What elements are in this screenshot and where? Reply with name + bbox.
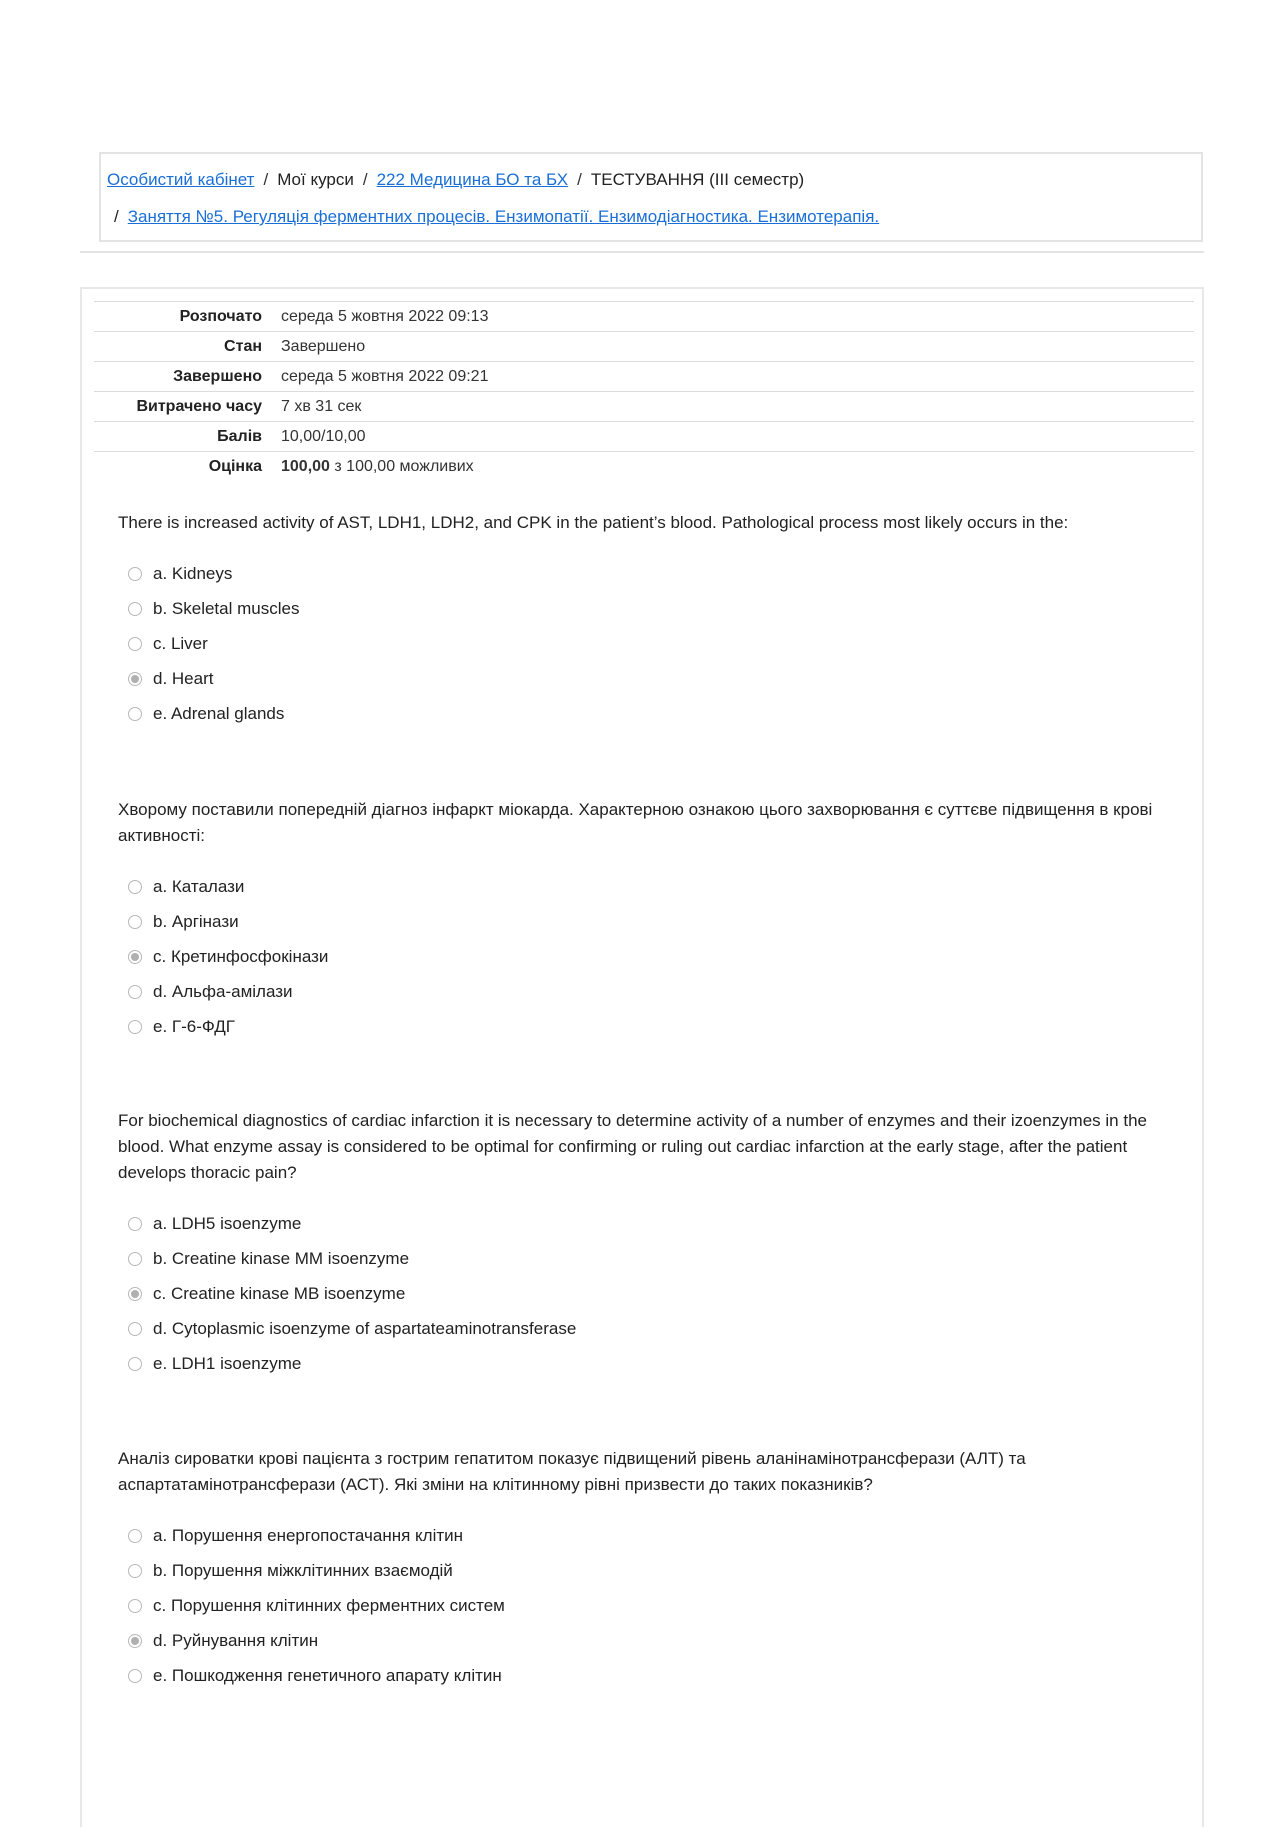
- answer-label: c. Кретинфосфокінази: [153, 946, 329, 966]
- radio-button[interactable]: [128, 1252, 142, 1266]
- radio-button[interactable]: [128, 1322, 142, 1336]
- answer-label: d. Cytoplasmic isoenzyme of aspartateaminotransferase: [153, 1318, 577, 1338]
- answer-option[interactable]: [118, 1623, 1178, 1658]
- breadcrumb-line-2: [114, 207, 879, 227]
- answer-option[interactable]: [118, 1658, 1178, 1693]
- radio-button[interactable]: [128, 1564, 142, 1578]
- answer-label: a. Порушення енергопостачання клітин: [153, 1525, 464, 1545]
- question-text: Аналіз сироватки крові пацієнта з гострим гепатитом показує підвищений рівень аланінамінотрансферази (АЛТ) та аспартатамінотрансферази (АСТ). Які зміни на клітинному рівні призвести до таких показників?: [118, 1449, 1026, 1494]
- radio-button[interactable]: [128, 915, 142, 929]
- answer-label: d. Руйнування клітин: [153, 1630, 319, 1650]
- answer-option[interactable]: [118, 1311, 1178, 1346]
- answer-option[interactable]: [118, 1553, 1178, 1588]
- radio-button[interactable]: [128, 1529, 142, 1543]
- radio-button-selected[interactable]: [128, 1634, 142, 1648]
- summary-value: Завершено: [281, 337, 366, 355]
- summary-row: [94, 332, 1194, 362]
- answer-option[interactable]: [118, 939, 1178, 974]
- radio-button[interactable]: [128, 1599, 142, 1613]
- summary-label: Стан: [224, 337, 262, 355]
- answer-option[interactable]: [118, 1241, 1178, 1276]
- breadcrumb: [99, 152, 1203, 242]
- attempt-summary-table: [94, 301, 1194, 482]
- radio-button[interactable]: [128, 985, 142, 999]
- question-text: Хворому поставили попередній діагноз інфаркт міокарда. Характерною ознакою цього захворювання є суттєве підвищення в крові активності:: [118, 800, 1153, 845]
- grade-value: [280, 452, 1194, 482]
- radio-button-selected[interactable]: [128, 672, 142, 686]
- answer-list: [118, 1206, 1178, 1381]
- answer-option[interactable]: [118, 661, 1178, 696]
- breadcrumb-line-1: [107, 170, 804, 190]
- summary-row-grade: [94, 452, 1194, 482]
- question-text: For biochemical diagnostics of cardiac infarction it is necessary to determine activity of a number of enzymes and their izoenzymes in the blood. What enzyme assay is considered to be optimal for confirming or ruling out cardiac infarction at the early stage, after the patient develops thoracic pain?: [118, 1111, 1147, 1182]
- radio-button[interactable]: [128, 1357, 142, 1371]
- answer-option[interactable]: [118, 1346, 1178, 1381]
- answer-option[interactable]: [118, 1206, 1178, 1241]
- summary-label: Витрачено часу: [136, 397, 262, 415]
- summary-value: середа 5 жовтня 2022 09:21: [281, 367, 489, 385]
- answer-label: a. Каталази: [153, 876, 245, 896]
- answer-label: b. Аргінази: [153, 911, 239, 931]
- breadcrumb-link-lesson[interactable]: Заняття №5. Регуляція ферментних процесів. Ензимопатії. Ензимодіагностика. Ензимотерапія.: [127, 207, 880, 226]
- summary-value: 10,00/10,00: [281, 427, 366, 445]
- grade-score: 100,00: [281, 457, 330, 475]
- radio-button-selected[interactable]: [128, 1287, 142, 1301]
- summary-row: [94, 422, 1194, 452]
- answer-option[interactable]: [118, 591, 1178, 626]
- question-4: [118, 1446, 1178, 1693]
- answer-label: b. Порушення міжклітинних взаємодій: [153, 1560, 453, 1580]
- answer-label: b. Skeletal muscles: [153, 598, 300, 618]
- quiz-review-container: [80, 287, 1204, 1827]
- answer-option[interactable]: [118, 1009, 1178, 1044]
- summary-row: [94, 362, 1194, 392]
- answer-label: c. Порушення клітинних ферментних систем: [153, 1595, 505, 1615]
- summary-value: середа 5 жовтня 2022 09:13: [281, 307, 489, 325]
- breadcrumb-item-testing: ТЕСТУВАННЯ (ІІІ семестр): [590, 170, 805, 189]
- radio-button[interactable]: [128, 602, 142, 616]
- breadcrumb-separator: /: [362, 170, 368, 189]
- answer-label: d. Альфа-амілази: [153, 981, 293, 1001]
- answer-option[interactable]: [118, 626, 1178, 661]
- summary-row: [94, 392, 1194, 422]
- answer-option[interactable]: [118, 904, 1178, 939]
- question-2: [118, 797, 1178, 1044]
- answer-list: [118, 556, 1178, 731]
- answer-label: e. Г-6-ФДГ: [153, 1016, 235, 1036]
- radio-button[interactable]: [128, 880, 142, 894]
- breadcrumb-separator: /: [114, 207, 119, 226]
- radio-button[interactable]: [128, 567, 142, 581]
- answer-option[interactable]: [118, 1518, 1178, 1553]
- radio-button[interactable]: [128, 1217, 142, 1231]
- summary-label: Завершено: [173, 367, 262, 385]
- answer-label: d. Heart: [153, 668, 214, 688]
- answer-label: a. Kidneys: [153, 563, 233, 583]
- summary-label: Розпочато: [179, 307, 262, 325]
- answer-option[interactable]: [118, 556, 1178, 591]
- summary-row: [94, 302, 1194, 332]
- breadcrumb-link-dashboard[interactable]: Особистий кабінет: [107, 170, 255, 189]
- answer-label: b. Creatine kinase MM isoenzyme: [153, 1248, 410, 1268]
- answer-option[interactable]: [118, 1588, 1178, 1623]
- radio-button[interactable]: [128, 707, 142, 721]
- summary-label: Оцінка: [208, 457, 262, 475]
- answer-label: c. Liver: [153, 633, 208, 653]
- header-divider: [80, 251, 1204, 253]
- answer-label: e. Пошкодження генетичного апарату клітин: [153, 1665, 502, 1685]
- answer-label: a. LDH5 isoenzyme: [153, 1213, 302, 1233]
- question-1: [118, 510, 1178, 731]
- answer-option[interactable]: [118, 974, 1178, 1009]
- answer-option[interactable]: [118, 869, 1178, 904]
- question-text: There is increased activity of AST, LDH1, LDH2, and CPK in the patient’s blood. Pathological process most likely occurs in the:: [118, 513, 1069, 532]
- answer-option[interactable]: [118, 696, 1178, 731]
- summary-label: Балів: [217, 427, 262, 445]
- answer-list: [118, 869, 1178, 1044]
- answer-label: e. Adrenal glands: [153, 703, 285, 723]
- radio-button-selected[interactable]: [128, 950, 142, 964]
- question-3: [118, 1108, 1178, 1381]
- radio-button[interactable]: [128, 637, 142, 651]
- answer-label: e. LDH1 isoenzyme: [153, 1353, 302, 1373]
- grade-max: з 100,00 можливих: [329, 457, 474, 475]
- breadcrumb-separator: /: [263, 170, 269, 189]
- answer-list: [118, 1518, 1178, 1693]
- breadcrumb-separator: /: [577, 170, 582, 189]
- answer-option[interactable]: [118, 1276, 1178, 1311]
- answer-label: c. Creatine kinase MB isoenzyme: [153, 1283, 406, 1303]
- breadcrumb-link-course[interactable]: 222 Медицина БО та БХ: [376, 170, 569, 189]
- breadcrumb-item-my-courses: Мої курси: [277, 170, 354, 189]
- radio-button[interactable]: [128, 1669, 142, 1683]
- summary-value: 7 хв 31 сек: [281, 397, 362, 415]
- radio-button[interactable]: [128, 1020, 142, 1034]
